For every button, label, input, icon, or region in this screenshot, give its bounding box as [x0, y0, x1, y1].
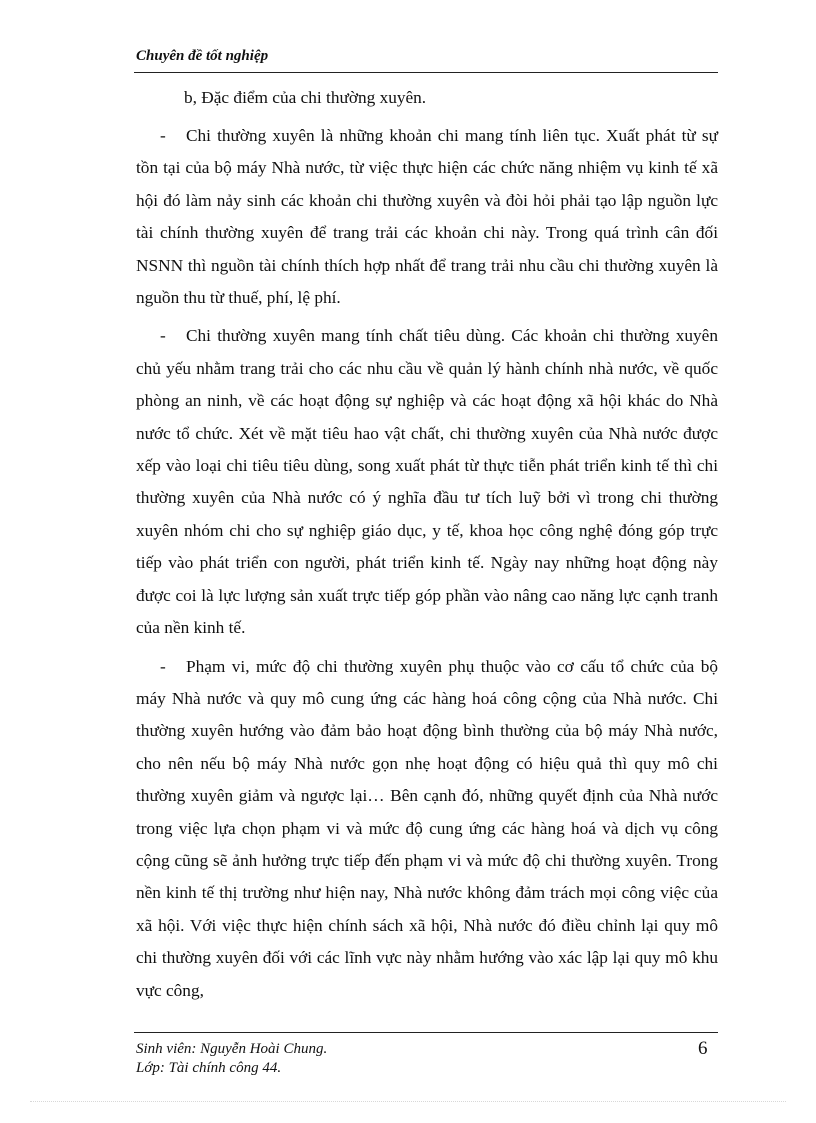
header-divider	[134, 72, 718, 73]
page-header-title: Chuyên đề tốt nghiệp	[136, 48, 269, 64]
paragraph-text: Chi thường xuyên mang tính chất tiêu dùng. Các khoản chi thường xuyên chủ yếu nhằm trang trải cho các nhu cầu về quản lý hành chính nhà nước, về quốc phòng an ninh, về các hoạt động sự nghiệp và các hoạt động xã hội khác do Nhà nước tổ chức. Xét về mặt tiêu hao vật chất, chi thường xuyên của Nhà nước được xếp vào loại chi tiêu tiêu dùng, song xuất phát từ thực tiễn phát triển kinh tế thì chi thường xuyên của Nhà nước có ý nghĩa đầu tư tích luỹ bởi vì trong chi thường xuyên nhóm chi cho sự nghiệp giáo dục, y tế, khoa học công nghệ đóng góp trực tiếp vào phát triển con người, phát triển kinh tế. Ngày nay những hoạt động này được coi là lực lượng sản xuất trực tiếp góp phần vào nâng cao năng lực cạnh tranh của nền kinh tế.	[136, 326, 718, 638]
paragraph-2	[136, 320, 718, 644]
bullet-dash: -	[160, 326, 166, 346]
bullet-dash: -	[160, 126, 166, 145]
footer-student-name: Sinh viên: Nguyễn Hoài Chung.	[136, 1041, 328, 1057]
footer-divider	[134, 1032, 718, 1033]
section-heading: b, Đặc điểm của chi thường xuyên.	[184, 88, 427, 107]
document-body	[136, 82, 718, 1007]
page-number: 6	[698, 1038, 708, 1059]
paragraph-1	[136, 120, 718, 314]
paragraph-text: Phạm vi, mức độ chi thường xuyên phụ thuộc vào cơ cấu tổ chức của bộ máy Nhà nước và quy mô cung ứng các hàng hoá công cộng của Nhà nước. Chi thường xuyên hướng vào đảm bảo hoạt động bình thường của bộ máy Nhà nước, cho nên nếu bộ máy Nhà nước gọn nhẹ hoạt động có hiệu quả thì quy mô chi thường xuyên giảm và ngược lại… Bên cạnh đó, những quyết định của Nhà nước trong việc lựa chọn phạm vi và mức độ cung ứng các hàng hoá và dịch vụ công cộng cũng sẽ ảnh hưởng trực tiếp đến phạm vi và mức độ chi thường xuyên. Trong nền kinh tế thị trường như hiện nay, Nhà nước không đảm trách mọi công việc của xã hội. Với việc thực hiện chính sách xã hội, Nhà nước đó điều chỉnh lại quy mô chi thường xuyên đối với các lĩnh vực này nhằm hướng vào xác lập lại quy mô khu vực công,	[136, 656, 718, 1000]
paragraph-text: Chi thường xuyên là những khoản chi mang tính liên tục. Xuất phát từ sự tồn tại của bộ máy Nhà nước, từ việc thực hiện các chức năng nhiệm vụ kinh tế xã hội đó làm nảy sinh các khoản chi thường xuyên và đòi hỏi phải tạo lập nguồn lực tài chính thường xuyên để trang trải các khoản chi này. Trong quá trình cân đối NSNN thì nguồn tài chính thích hợp nhất để trang trải nhu cầu chi thường xuyên là nguồn thu từ thuế, phí, lệ phí.	[136, 126, 718, 308]
paragraph-3	[136, 651, 718, 1007]
page-bottom-dotted-line	[30, 1101, 786, 1102]
bullet-dash: -	[160, 656, 166, 676]
footer-class-name: Lớp: Tài chính công 44.	[136, 1060, 282, 1076]
